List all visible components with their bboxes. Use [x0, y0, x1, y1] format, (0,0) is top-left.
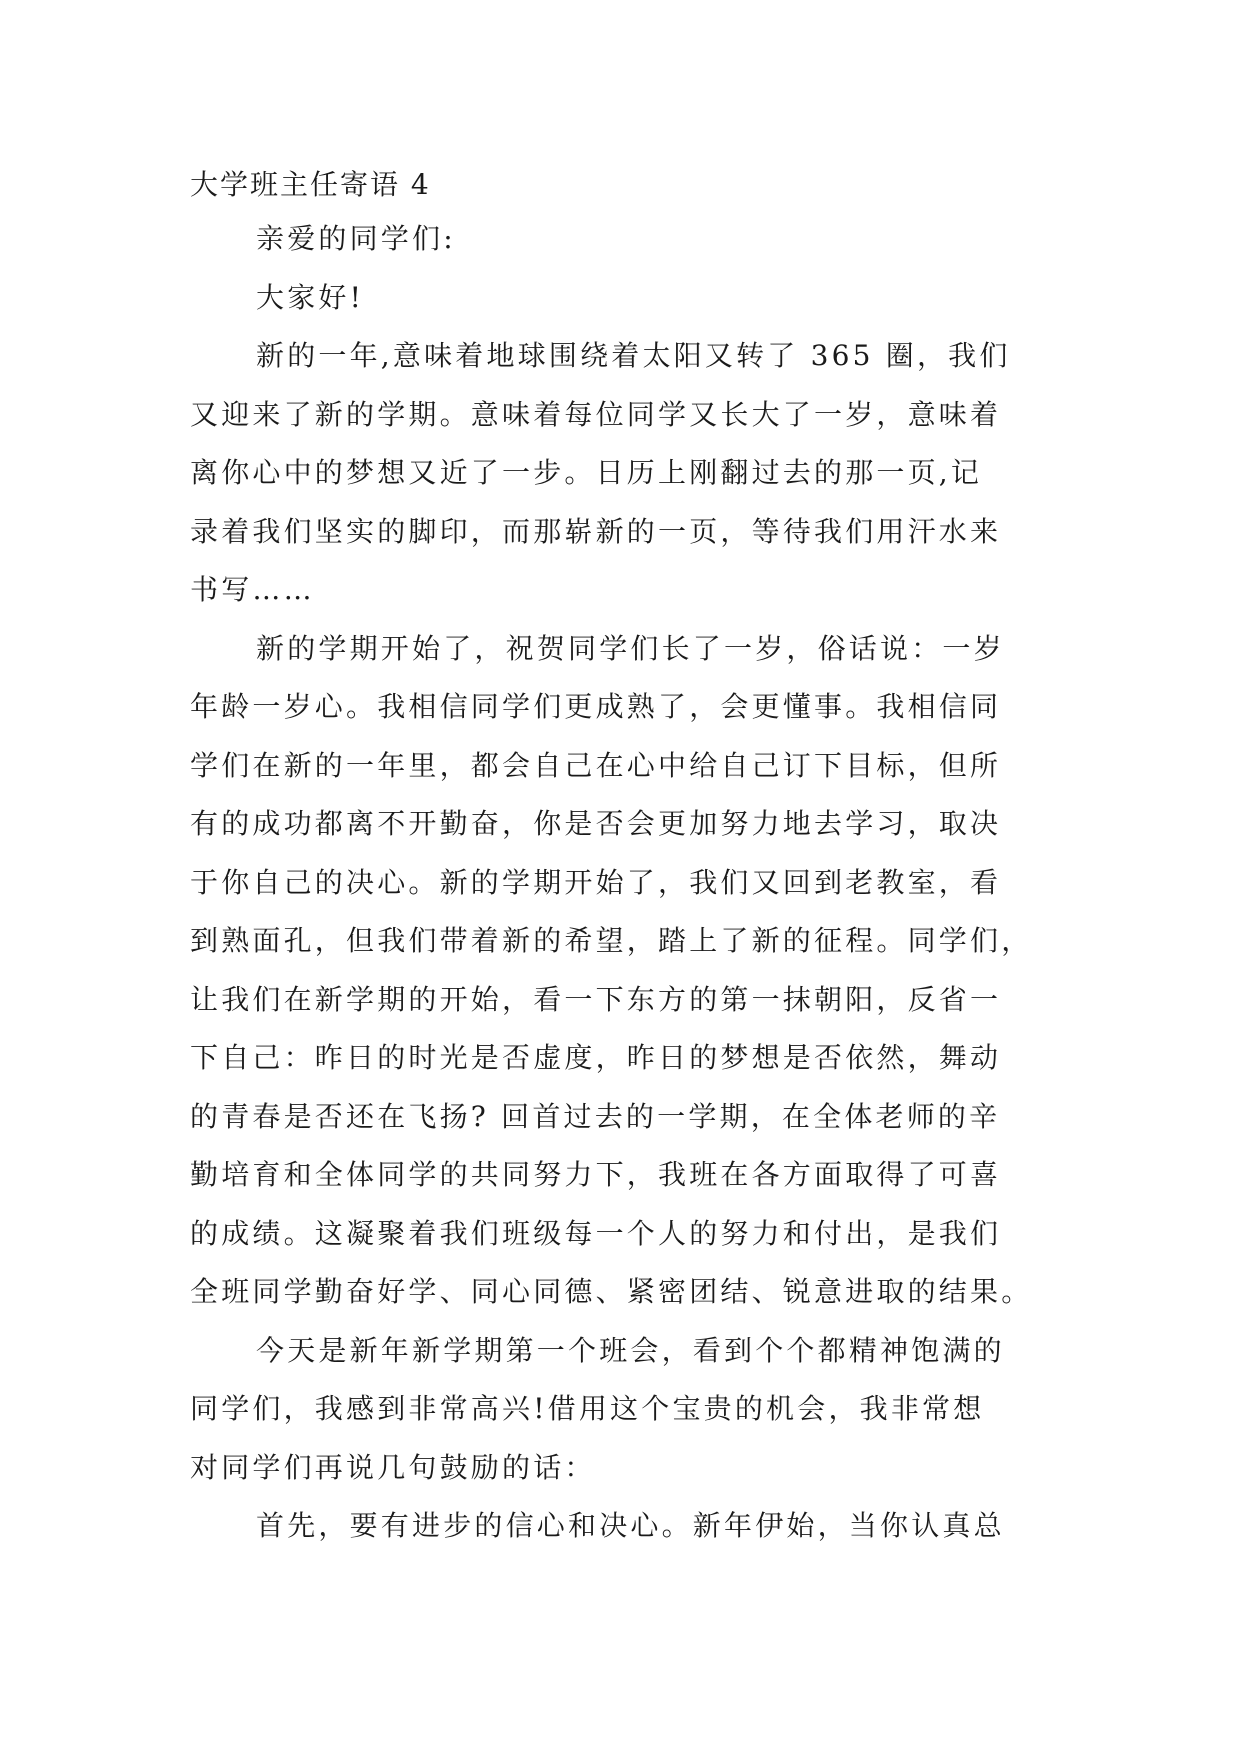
paragraph-line: 到熟面孔，但我们带着新的希望，踏上了新的征程。同学们， — [190, 924, 1033, 957]
paragraph-line: 离你心中的梦想又近了一步。日历上刚翻过去的那一页,记 — [190, 456, 983, 489]
paragraph-line: 有的成功都离不开勤奋，你是否会更加努力地去学习，取决 — [190, 807, 1002, 840]
paragraph-4 — [190, 1497, 1060, 1556]
document-body — [190, 160, 1060, 1556]
paragraph-line: 让我们在新学期的开始，看一下东方的第一抹朝阳，反省一 — [190, 982, 1002, 1016]
paragraph-line: 于你自己的决心。新的学期开始了，我们又回到老教室，看 — [190, 865, 1002, 899]
paragraph-line: 对同学们再说几句鼓励的话： — [190, 1450, 596, 1484]
paragraph-line: 新的学期开始了，祝贺同学们长了一岁，俗话说：一岁 — [256, 631, 1005, 665]
paragraph-line: 今天是新年新学期第一个班会，看到个个都精神饱满的 — [256, 1333, 1005, 1367]
paragraph-line: 又迎来了新的学期。意味着每位同学又长大了一岁，意味着 — [190, 397, 1002, 431]
paragraph-2 — [190, 620, 1060, 1322]
paragraph-line: 新的一年,意味着地球围绕着太阳又转了 365 圈，我们 — [256, 339, 1011, 372]
paragraph-line: 全班同学勤奋好学、同心同德、紧密团结、锐意进取的结果。 — [190, 1275, 1033, 1308]
paragraph-line: 书写…… — [190, 573, 315, 606]
paragraph-line: 录着我们坚实的脚印，而那崭新的一页，等待我们用汗水来 — [190, 514, 1002, 548]
paragraph-line: 的青春是否还在飞扬? 回首过去的一学期，在全体老师的辛 — [190, 1099, 1001, 1133]
paragraph-line: 首先，要有进步的信心和决心。新年伊始，当你认真总 — [256, 1509, 1005, 1542]
paragraph-line: 同学们，我感到非常高兴!借用这个宝贵的机会，我非常想 — [190, 1392, 985, 1425]
paragraph-line: 年龄一岁心。我相信同学们更成熟了，会更懂事。我相信同 — [190, 690, 1002, 723]
paragraph-line: 勤培育和全体同学的共同努力下，我班在各方面取得了可喜 — [190, 1158, 1002, 1191]
greeting-line: 大家好! — [256, 280, 365, 314]
paragraph-1 — [190, 327, 1060, 620]
salutation: 亲爱的同学们: — [256, 222, 456, 255]
paragraph-line: 学们在新的一年里，都会自己在心中给自己订下目标，但所 — [190, 748, 1002, 782]
paragraph-line: 的成绩。这凝聚着我们班级每一个人的努力和付出，是我们 — [190, 1216, 1002, 1250]
paragraph-3 — [190, 1322, 1060, 1498]
paragraph-line: 下自己：昨日的时光是否虚度，昨日的梦想是否依然，舞动 — [190, 1041, 1002, 1074]
document-title: 大学班主任寄语 4 — [190, 168, 431, 201]
